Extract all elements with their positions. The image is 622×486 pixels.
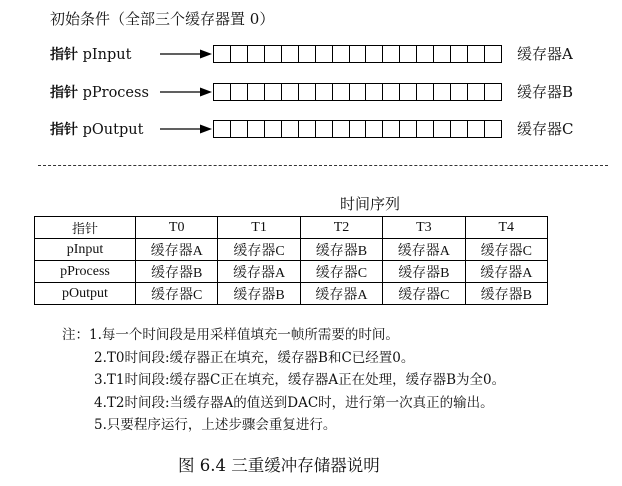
pointer-label-poutput: [50, 119, 143, 139]
buffer-cells-a: [213, 45, 502, 63]
time-sequence-table: [34, 216, 548, 305]
table-cell: 缓存器B: [383, 261, 465, 283]
table-cell: 缓存器C: [300, 261, 382, 283]
table-header-cell: T1: [218, 217, 300, 239]
pointer-label-en: pInput: [82, 47, 132, 63]
buffer-name-a: 缓存器A: [517, 45, 573, 63]
pointer-label-pprocess: [50, 82, 149, 102]
table-cell: pProcess: [35, 261, 136, 283]
buffer-cells-b: [213, 83, 502, 101]
figure-caption: 图 6.4 三重缓冲存储器说明: [178, 456, 380, 475]
table-cell: 缓存器B: [465, 283, 547, 305]
initial-condition-title: 初始条件（全部三个缓存器置 0）: [50, 10, 275, 28]
table-cell: 缓存器C: [383, 283, 465, 305]
table-cell: 缓存器C: [136, 283, 218, 305]
note-line: 3.T1时间段:缓存器C正在填充，缓存器A正在处理，缓存器B为全0。: [94, 372, 506, 388]
table-header-cell: T0: [136, 217, 218, 239]
table-cell: 缓存器A: [383, 239, 465, 261]
table-row: [35, 239, 548, 261]
table-row: [35, 261, 548, 283]
table-cell: 缓存器C: [218, 239, 300, 261]
buffer-name-b: 缓存器B: [517, 83, 574, 101]
table-header-cell: T2: [300, 217, 382, 239]
table-title: 时间序列: [340, 195, 401, 213]
arrow-right-icon: [160, 48, 212, 60]
table-cell: pOutput: [35, 283, 136, 305]
table-header-cell: T4: [465, 217, 547, 239]
note-line: 5.只要程序运行，上述步骤会重复进行。: [94, 417, 337, 433]
buffer-cells-c: [213, 120, 502, 138]
table-cell: 缓存器B: [300, 239, 382, 261]
table-header-cell: 指针: [35, 217, 136, 239]
arrow-right-icon: [160, 123, 212, 135]
table-cell: 缓存器C: [465, 239, 547, 261]
table-header-row: [35, 217, 548, 239]
note-line: 注：1.每一个时间段是用采样值填充一帧所需要的时间。: [62, 327, 399, 343]
table-cell: 缓存器A: [300, 283, 382, 305]
pointer-label-pinput: [50, 44, 131, 64]
pointer-label-zh: 指针: [50, 85, 78, 101]
dashed-divider: [38, 165, 608, 166]
note-line: 4.T2时间段:当缓存器A的值送到DAC时，进行第一次真正的输出。: [94, 394, 494, 411]
pointer-label-zh: 指针: [50, 47, 78, 63]
table-cell: 缓存器A: [136, 239, 218, 261]
table-cell: 缓存器B: [136, 261, 218, 283]
table-cell: pInput: [35, 239, 136, 261]
table-cell: 缓存器A: [218, 261, 300, 283]
pointer-label-zh: 指针: [50, 122, 78, 138]
pointer-label-en: pOutput: [82, 122, 144, 138]
table-cell: 缓存器B: [218, 283, 300, 305]
table-header-cell: T3: [383, 217, 465, 239]
pointer-label-en: pProcess: [82, 85, 149, 101]
table-row: [35, 283, 548, 305]
arrow-right-icon: [160, 86, 212, 98]
note-line: 2.T0时间段:缓存器正在填充，缓存器B和C已经置0。: [94, 349, 415, 366]
buffer-name-c: 缓存器C: [517, 120, 574, 138]
notes-block: [62, 324, 505, 437]
table-cell: 缓存器A: [465, 261, 547, 283]
